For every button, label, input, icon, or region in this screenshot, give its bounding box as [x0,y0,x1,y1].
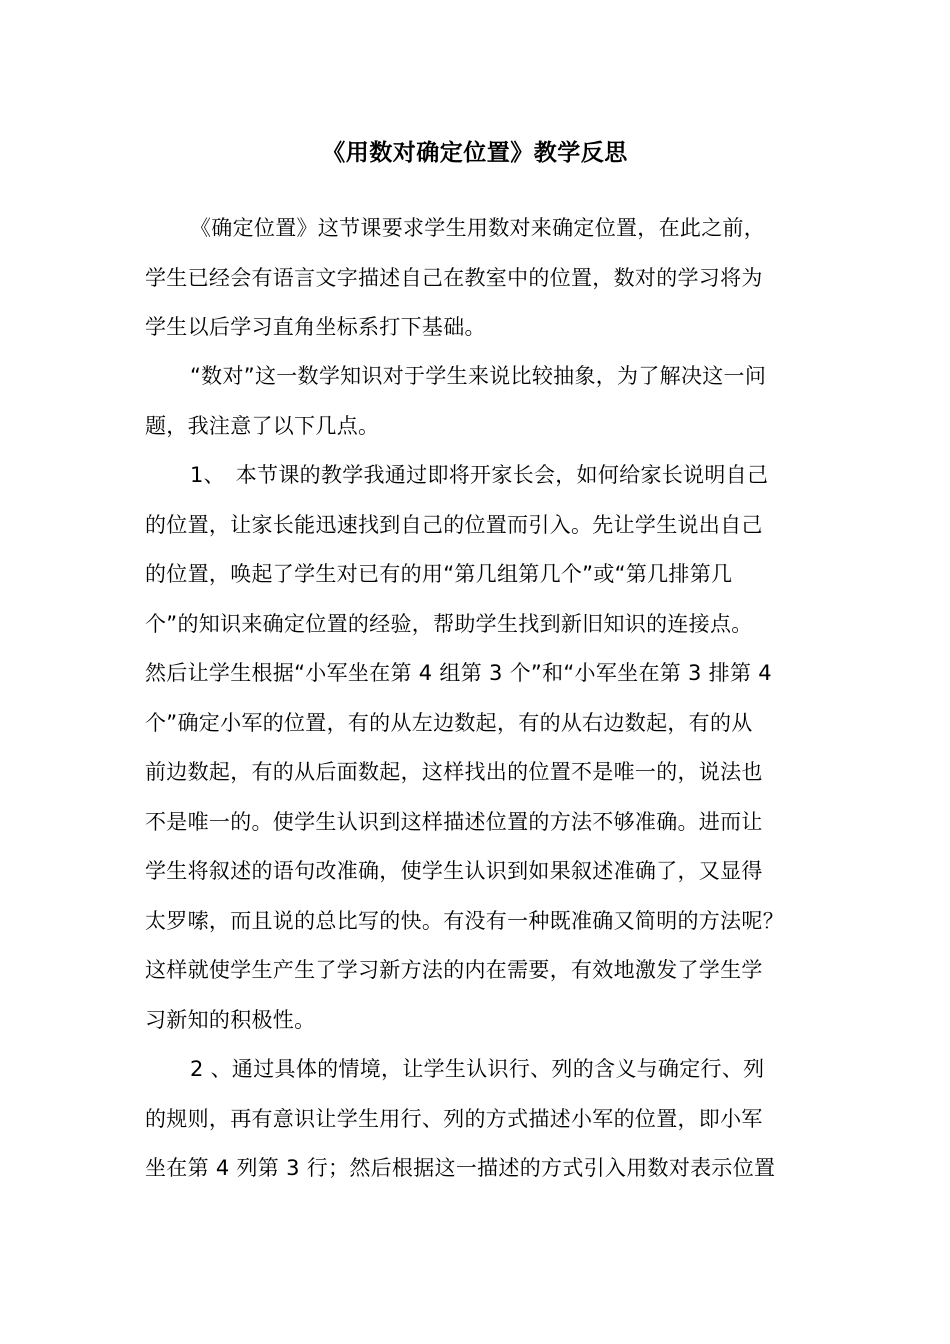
paragraph-line: 个”确定小军的位置，有的从左边数起，有的从右边数起，有的从 [145,711,753,735]
document-title: 《用数对确定位置》教学反思 [322,140,628,166]
paragraph-line: “数对”这一数学知识对于学生来说比较抽象，为了解决这一问 [190,364,767,388]
paragraph-line: 太罗嗦，而且说的总比写的快。有没有一种既准确又简明的方法呢？ [145,909,784,933]
paragraph-line: 前边数起，有的从后面数起，这样找出的位置不是唯一的，说法也 [145,760,763,784]
paragraph-line: 1、 本节课的教学我通过即将开家长会，如何给家长说明自己 [190,463,769,487]
paragraph-line: 学生以后学习直角坐标系打下基础。 [145,315,486,339]
paragraph-line: 的位置，唤起了学生对已有的用“第几组第几个”或“第几排第几 [145,562,733,586]
paragraph-line: 的规则，再有意识让学生用行、列的方式描述小军的位置，即小军 [145,1107,763,1131]
paragraph-line: 学生已经会有语言文字描述自己在教室中的位置，数对的学习将为 [145,266,763,290]
paragraph-line: 习新知的积极性。 [145,1008,316,1032]
paragraph-line: 这样就使学生产生了学习新方法的内在需要，有效地激发了学生学 [145,958,763,982]
paragraph-line: 然后让学生根据“小军坐在第 4 组第 3 个”和“小军坐在第 3 排第 4 [145,661,772,685]
paragraph-line: 坐在第 4 列第 3 行；然后根据这一描述的方式引入用数对表示位置 [145,1156,776,1180]
paragraph-line: 学生将叙述的语句改准确，使学生认识到如果叙述准确了，又显得 [145,859,763,883]
paragraph-line: 不是唯一的。使学生认识到这样描述位置的方法不够准确。进而让 [145,810,763,834]
paragraph-line: 2 、通过具体的情境，让学生认识行、列的含义与确定行、列 [190,1057,765,1081]
paragraph-line: 题，我注意了以下几点。 [145,414,380,438]
paragraph-line: 的位置，让家长能迅速找到自己的位置而引入。先让学生说出自己 [145,513,763,537]
paragraph-line: 个”的知识来确定位置的经验，帮助学生找到新旧知识的连接点。 [145,612,753,636]
paragraph-line: 《确定位置》这节课要求学生用数对来确定位置，在此之前， [190,216,766,240]
